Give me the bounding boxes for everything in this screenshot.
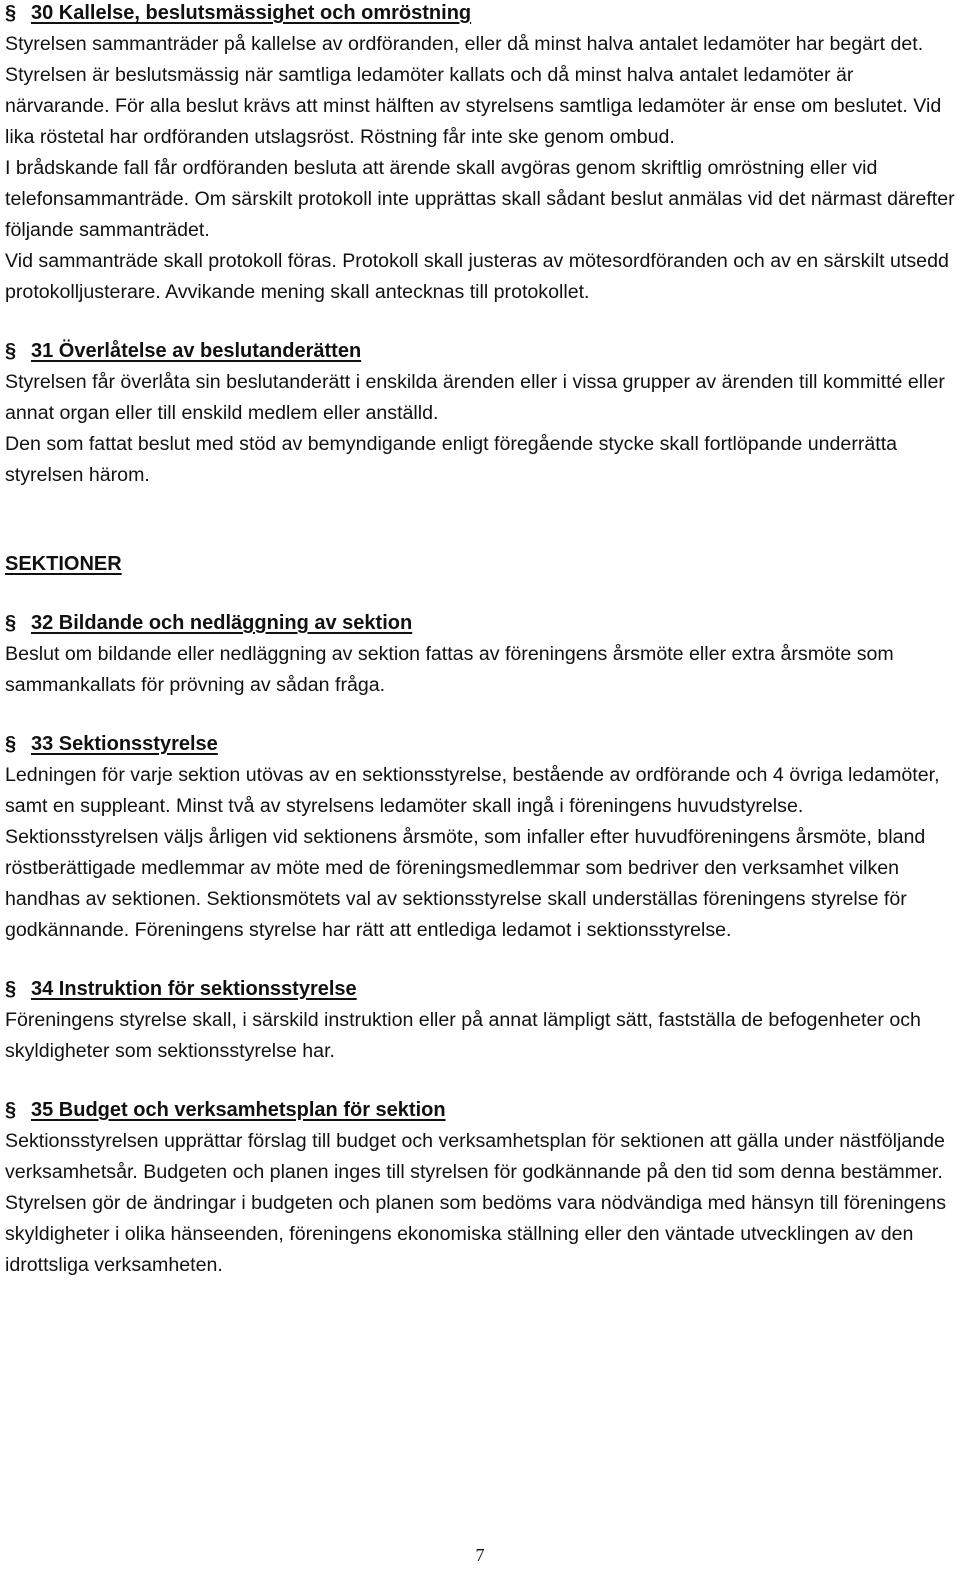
paragraph: Styrelsen får överlåta sin beslutanderätt i enskilda ärenden eller i vissa grupper av ärenden till kommitté eller annat organ eller till enskild medlem eller anställd. [5, 371, 945, 424]
section-heading [5, 729, 955, 760]
paragraph: Föreningens styrelse skall, i särskild instruktion eller på annat lämpligt sätt, fastställa de befogenheter och skyldigheter som sektionsstyrelse har. [5, 1009, 921, 1062]
paragraph: Beslut om bildande eller nedläggning av sektion fattas av föreningens årsmöte eller extra årsmöte som sammankallats för prövning av sådan fråga. [5, 643, 894, 696]
section-sign: § [5, 1099, 17, 1121]
section-sign: § [5, 340, 17, 362]
section-title: 33 Sektionsstyrelse [31, 733, 218, 755]
section-sign: § [5, 733, 17, 755]
chapter-heading: SEKTIONER [5, 553, 122, 575]
section-35 [5, 1095, 955, 1281]
section-heading [5, 336, 955, 367]
section-title: 34 Instruktion för sektionsstyrelse [31, 978, 357, 1000]
paragraph: Vid sammanträde skall protokoll föras. Protokoll skall justeras av mötesordföranden och av en särskilt utsedd protokolljusterare. Avvikande mening skall antecknas till protokollet. [5, 250, 949, 303]
paragraph: Den som fattat beslut med stöd av bemyndigande enligt föregående stycke skall fortlöpande underrätta styrelsen härom. [5, 433, 898, 486]
section-32 [5, 608, 955, 701]
section-title: 35 Budget och verksamhetsplan för sektion [31, 1099, 446, 1121]
document-page [5, 0, 955, 1281]
page-number: 7 [475, 1545, 485, 1565]
paragraph: I brådskande fall får ordföranden besluta att ärende skall avgöras genom skriftlig omröstning eller vid telefonsammanträde. Om särskilt protokoll inte upprättas skall sådant beslut anmälas vid det närmast därefter följande sammanträdet. [5, 157, 955, 241]
section-heading [5, 1095, 955, 1126]
section-heading [5, 608, 955, 639]
section-title: 31 Överlåtelse av beslutanderätten [31, 340, 362, 362]
paragraph: Styrelsen är beslutsmässig när samtliga ledamöter kallats och då minst halva antalet ledamöter är närvarande. För alla beslut krävs att minst hälften av styrelsens samtliga ledamöter är ense om beslutet. Vid lika röstetal har ordföranden utslagsröst. Röstning får inte ske genom ombud. [5, 64, 942, 148]
section-33 [5, 729, 955, 946]
section-title: 32 Bildande och nedläggning av sektion [31, 612, 413, 634]
paragraph: Styrelsen sammanträder på kallelse av ordföranden, eller då minst halva antalet ledamöter har begärt det. [5, 33, 924, 55]
section-heading [5, 974, 955, 1005]
section-sign: § [5, 978, 17, 1000]
section-34 [5, 974, 955, 1067]
section-31 [5, 336, 955, 491]
section-30 [5, 0, 955, 308]
section-sign: § [5, 612, 17, 634]
section-heading [5, 0, 955, 29]
paragraph: Ledningen för varje sektion utövas av en sektionsstyrelse, bestående av ordförande och 4 övriga ledamöter, samt en suppleant. Minst två av styrelsens ledamöter skall ingå i föreningens huvudstyrelse. Sektionsstyrelsen väljs årligen vid sektionens årsmöte, som infaller efter huvudföreningens årsmöte, bland röstberättigade medlemmar av möte med de föreningsmedlemmar som bedriver den verksamhet vilken handhas av sektionen. Sektionsmötets val av sektionsstyrelse skall underställas föreningens styrelse för godkännande. Föreningens styrelse har rätt att entlediga ledamot i sektionsstyrelse. [5, 764, 940, 941]
section-sign: § [5, 2, 17, 24]
section-title: 30 Kallelse, beslutsmässighet och omröstning [31, 2, 472, 24]
paragraph: Sektionsstyrelsen upprättar förslag till budget och verksamhetsplan för sektionen att gälla under nästföljande verksamhetsår. Budgeten och planen inges till styrelsen för godkännande på den tid som denna bestämmer. Styrelsen gör de ändringar i budgeten och planen som bedöms vara nödvändiga med hänsyn till föreningens skyldigheter i olika hänseenden, föreningens ekonomiska ställning eller den väntade utvecklingen av den idrottsliga verksamheten. [5, 1130, 947, 1276]
